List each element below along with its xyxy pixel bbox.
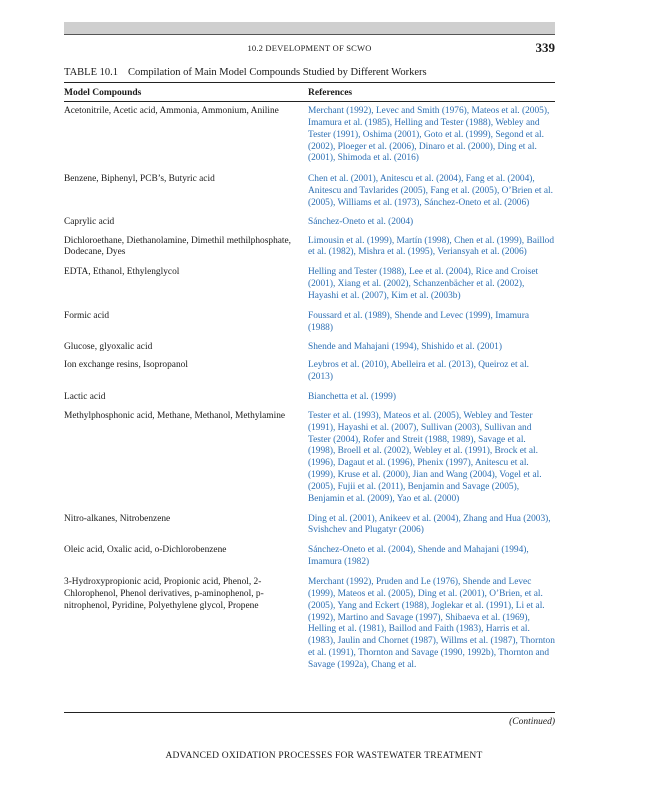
compound-cell: Ion exchange resins, Isopropanol	[64, 360, 188, 371]
table-row	[64, 545, 555, 569]
references-cell: Ding et al. (2001), Anikeev et al. (2004), Zhang and Hua (2003), Svishchev and Plugatyr (2006)	[308, 513, 551, 536]
compound-cell: Glucose, glyoxalic acid	[64, 341, 153, 352]
references-cell: Tester et al. (1993), Mateos et al. (2005), Webley and Tester (1991), Hayashi et al. (2007), Sullivan (2003), Sullivan and Tester (2004), Rofer and Streit (1988, 1989), Savage et al. (1998), Broell et al. (2002), Webley et al. (1991), Brock et al. (1996), Dagaut et al. (1996), Phenix (1997), Anitescu et al. (1999), Kruse et al. (2000), Jian and Wang (2004), Vogel et al. (2005), Fujii et al. (2011), Benjamin and Savage (2005), Benjamin et al. (2009), Yao et al. (2000)	[308, 410, 542, 504]
table-row	[64, 514, 555, 538]
table-row	[64, 174, 555, 210]
compound-cell: Caprylic acid	[64, 216, 115, 227]
references-cell: Helling and Tester (1988), Lee et al. (2004), Rice and Croiset (2001), Xiang et al. (2002), Schanzenbächer et al. (2002), Hayashi et al. (2007), Kim et al. (2003b)	[308, 267, 539, 301]
compound-cell: Dichloroethane, Diethanolamine, Dimethil methilphosphate, Dodecane, Dyes	[64, 235, 292, 258]
compound-cell: Benzene, Biphenyl, PCB’s, Butyric acid	[64, 174, 215, 185]
continued-note: (Continued)	[509, 717, 555, 727]
references-cell: Sánchez-Oneto et al. (2004), Shende and Mahajani (1994), Imamura (1982)	[308, 545, 529, 568]
table-header-rule	[64, 101, 555, 102]
references-cell: Foussard et al. (1989), Shende and Levec (1999), Imamura (1988)	[308, 310, 530, 333]
section-title: 10.2 DEVELOPMENT OF SCWO	[247, 43, 372, 53]
references-cell: Merchant (1992), Levec and Smith (1976), Mateos et al. (2005), Imamura et al. (1985), Helling and Tester (1988), Webley and Tester (1991), Oshima (2001), Goto et al. (1999), Segond et al. (2002), Ploeger et al. (2006), Dinaro et al. (2000), Ding et al. (2001), Shimoda et al. (2016)	[308, 106, 550, 164]
column-header-references: References	[308, 88, 353, 98]
references-cell: Chen et al. (2001), Anitescu et al. (2004), Fang et al. (2004), Anitescu and Tavlarides (2005), Fang et al. (2005), O’Brien et al. (2005), Williams et al. (1973), Sánchez-Oneto et al. (2006)	[308, 174, 553, 208]
table-row	[64, 411, 555, 506]
column-header-compounds: Model Compounds	[64, 88, 142, 98]
compound-cell: 3-Hydroxypropionic acid, Propionic acid, Phenol, 2-Chlorophenol, Phenol derivatives, p-aminophenol, p-nitrophenol, Pyridine, Polyethylene glycol, Propene	[64, 577, 264, 611]
references-cell: Merchant (1992), Pruden and Le (1976), Shende and Levec (1999), Mateos et al. (2005), Ding et al. (2001), O’Brien, et al. (2005), Yang and Eckert (1988), Joglekar et al. (1991), Li et al. (1992), Martino and Savage (1997), Shibaeva et al. (1969), Helling et al. (1981), Baillod and Faith (1983), Harris et al. (1983), Jaulin and Chornet (1987), Willms et al. (1987), Thornton et al. (1991), Thornton and Savage (1990, 1992b), Thornton and Savage (1992a), Chang et al.	[308, 577, 555, 670]
references-cell: Limousin et al. (1999), Martín (1998), Chen et al. (1999), Baillod et al. (1982), Mishra et al. (1995), Veriansyah et al. (2006)	[308, 235, 555, 258]
compound-cell: Formic acid	[64, 310, 110, 321]
references-cell: Leybros et al. (2010), Abelleira et al. (2013), Queiroz et al. (2013)	[308, 360, 530, 383]
table-row	[64, 267, 555, 303]
references-cell: Shende and Mahajani (1994), Shishido et al. (2001)	[308, 341, 502, 352]
compound-cell: Acetonitrile, Acetic acid, Ammonia, Ammonium, Aniline	[64, 106, 279, 116]
header-rule	[64, 34, 555, 35]
table-bottom-rule	[64, 712, 555, 713]
references-cell: Bianchetta et al. (1999)	[308, 392, 396, 403]
header-band	[64, 22, 555, 34]
compound-cell: Nitro-alkanes, Nitrobenzene	[64, 513, 171, 524]
running-head	[64, 40, 555, 56]
compound-cell: EDTA, Ethanol, Ethylenglycol	[64, 267, 180, 278]
table-body	[64, 106, 555, 672]
table-caption	[64, 67, 555, 78]
table-label: TABLE 10.1	[64, 67, 118, 78]
table-row	[64, 311, 555, 335]
page-footer: ADVANCED OXIDATION PROCESSES FOR WASTEWATER TREATMENT	[165, 751, 483, 761]
table-row	[64, 577, 555, 672]
table-row	[64, 217, 555, 229]
table-row	[64, 106, 555, 165]
compound-cell: Lactic acid	[64, 392, 106, 403]
table-row	[64, 236, 555, 260]
table-row	[64, 342, 555, 354]
table-row	[64, 392, 555, 404]
table-top-rule	[64, 82, 555, 83]
references-cell: Sánchez-Oneto et al. (2004)	[308, 216, 414, 227]
table-row	[64, 360, 555, 384]
page-number: 339	[535, 40, 555, 55]
compound-cell: Methylphosphonic acid, Methane, Methanol, Methylamine	[64, 410, 286, 421]
compound-cell: Oleic acid, Oxalic acid, o-Dichlorobenzene	[64, 545, 227, 556]
table-title: Compilation of Main Model Compounds Studied by Different Workers	[128, 67, 427, 78]
